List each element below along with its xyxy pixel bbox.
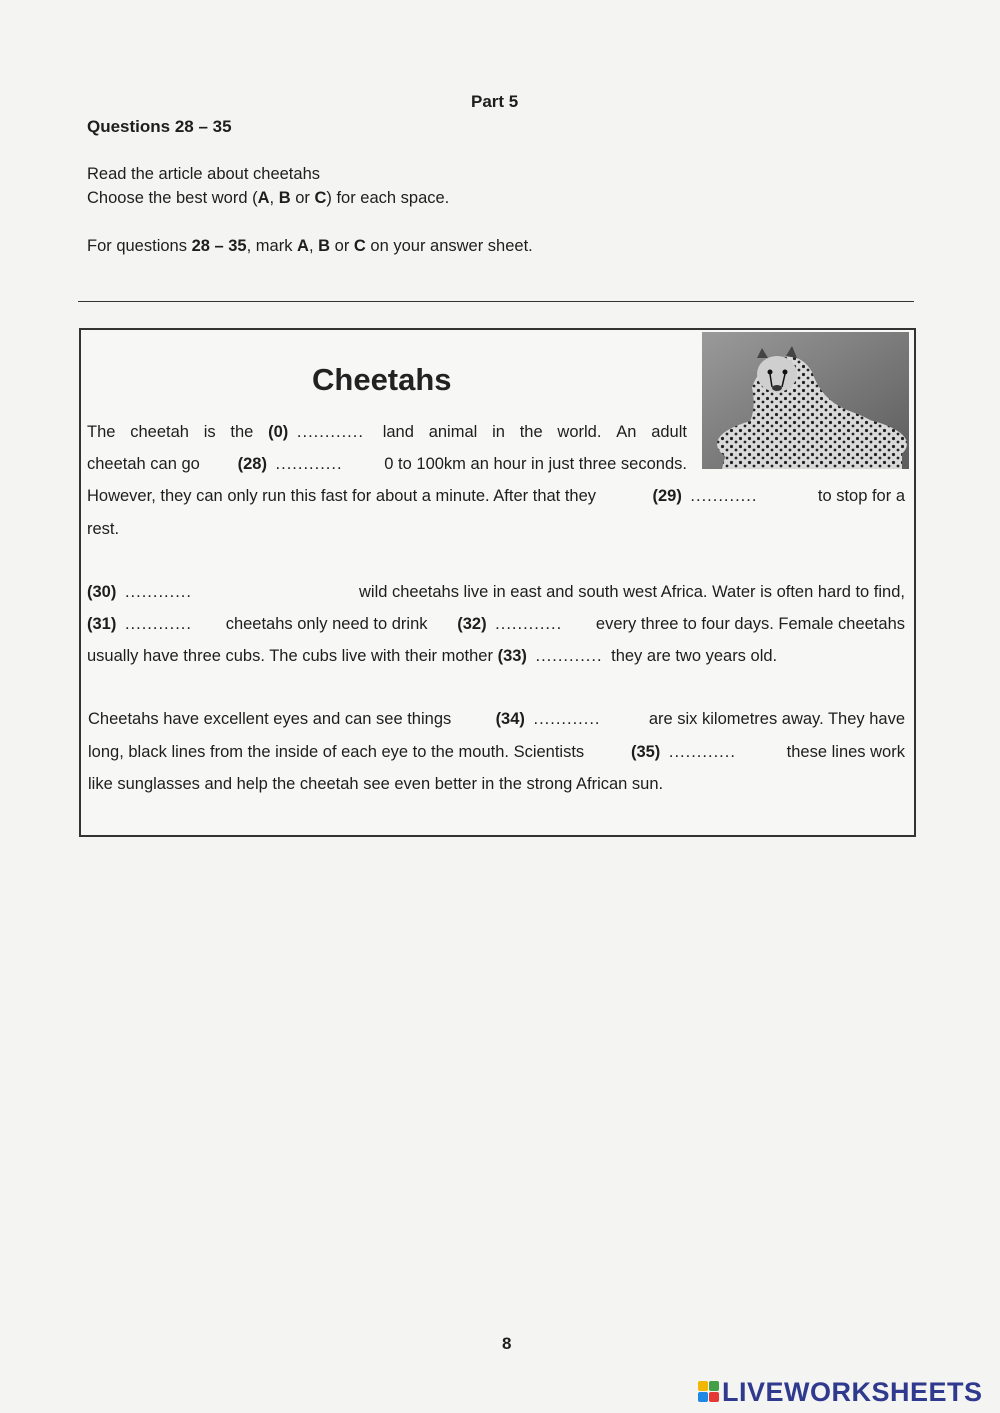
article-line: (30) ............ wild cheetahs live in east and south west Africa. Water is often hard to find, (87, 583, 905, 601)
cheetah-image-icon (702, 332, 909, 469)
answer-gap: ............ (275, 455, 343, 473)
question-number: (0) (268, 423, 289, 441)
question-number: (35) (630, 743, 661, 761)
answer-gap: ............ (668, 743, 736, 761)
answer-gap: ............ (124, 583, 192, 601)
instruction-read: Read the article about cheetahs (87, 165, 320, 183)
page-number: 8 (502, 1334, 512, 1353)
answer-gap: ............ (124, 615, 192, 633)
question-number: (30) (87, 583, 117, 601)
question-number: (32) (457, 615, 487, 633)
question-number: (34) (495, 710, 525, 728)
answer-gap: ............ (535, 647, 603, 665)
answer-gap: ............ (533, 710, 601, 728)
article-line: However, they can only run this fast for about a minute. After that they (29) ............ to stop for a (87, 487, 905, 505)
answer-gap: ............ (296, 423, 364, 441)
article-title: Cheetahs (312, 362, 452, 397)
brand-logo (698, 1378, 983, 1406)
instruction-choose: Choose the best word (A, B or C) for each space. (87, 189, 450, 207)
article-line: The cheetah is the (0) ............ land animal in the world. An adult (87, 423, 687, 441)
instruction-mark: For questions 28 – 35, mark A, B or C on your answer sheet. (87, 237, 533, 255)
article-line: cheetah can go (28) ............ 0 to 100km an hour in just three seconds. (87, 455, 687, 473)
part-title: Part 5 (471, 92, 519, 111)
article-line: (31) ............ cheetahs only need to drink (32) ............ every three to four days. Female cheetahs (87, 615, 905, 633)
article-line: usually have three cubs. The cubs live with their mother (33) ............ they are two years old. (87, 647, 778, 665)
question-number: (29) (652, 487, 682, 505)
section-divider (78, 301, 914, 302)
article-line: Cheetahs have excellent eyes and can see things (34) ............ are six kilometres away. They have (88, 710, 905, 728)
brand-name: LIVEWORKSHEETS (722, 1376, 983, 1407)
question-number: (31) (87, 615, 117, 633)
article-line: like sunglasses and help the cheetah see even better in the strong African sun. (88, 775, 664, 793)
question-number: (33) (497, 647, 527, 665)
article-line: long, black lines from the inside of each eye to the mouth. Scientists (35) ............ these lines work (88, 743, 905, 761)
question-number: (28) (237, 455, 267, 473)
liveworksheets-logo-icon (698, 1381, 720, 1403)
article-line: rest. (87, 520, 120, 538)
answer-gap: ............ (690, 487, 758, 505)
cheetah-photo (702, 332, 909, 469)
question-range: Questions 28 – 35 (87, 117, 232, 136)
answer-gap: ............ (495, 615, 563, 633)
